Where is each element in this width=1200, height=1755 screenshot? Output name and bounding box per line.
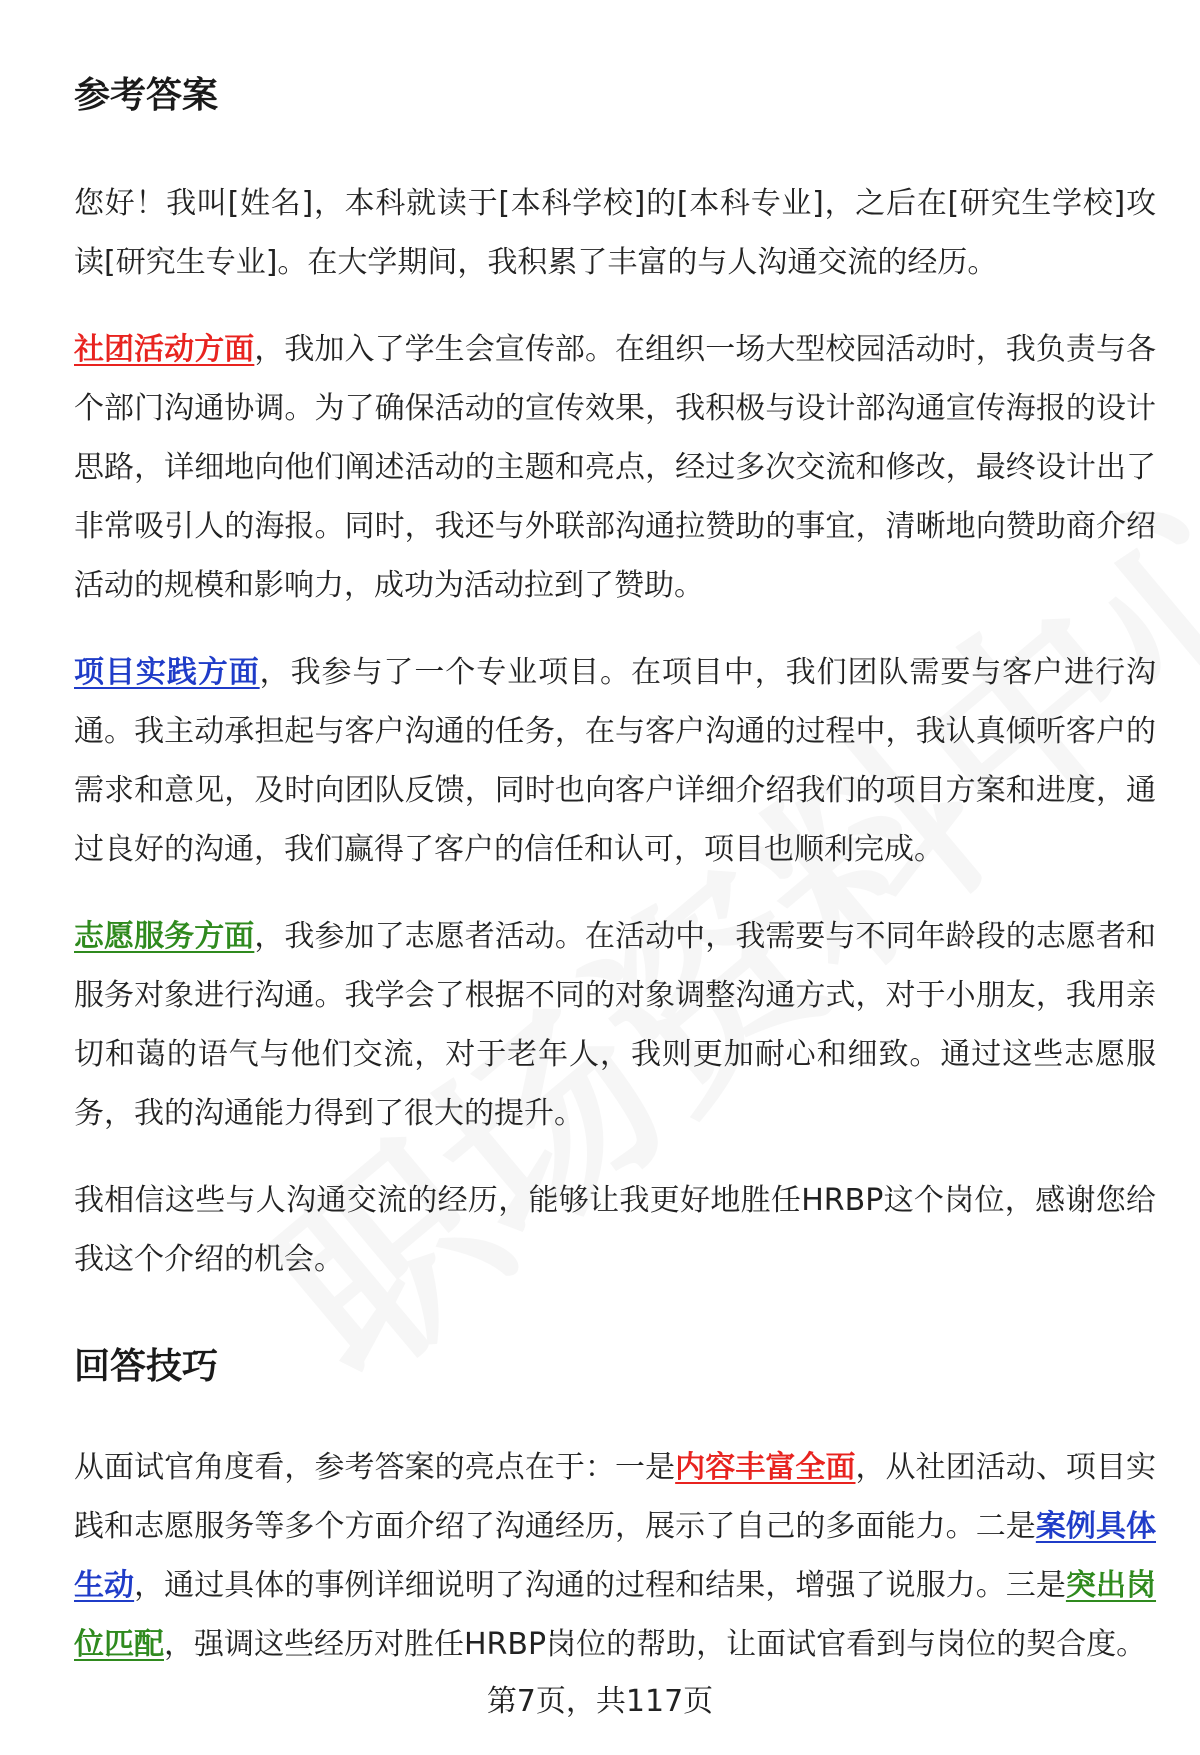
club-highlight: 社团活动方面 bbox=[74, 332, 255, 368]
club-paragraph bbox=[74, 320, 1156, 615]
tips-highlight-3: 突出岗位匹配 bbox=[74, 1568, 1157, 1663]
closing-paragraph: 我相信这些与人沟通交流的经历，能够让我更好地胜任HRBP这个岗位，感谢您给我这个介绍的机会。 bbox=[74, 1183, 1156, 1278]
project-text: ，我参与了一个专业项目。在项目中，我们团队需要与客户进行沟通。我主动承担起与客户沟通的任务，在与客户沟通的过程中，我认真倾听客户的需求和意见，及时向团队反馈，同时也向客户详细介绍我们的项目方案和进度，通过良好的沟通，我们赢得了客户的信任和认可，项目也顺利完成。 bbox=[74, 655, 1157, 868]
club-text: ，我加入了学生会宣传部。在组织一场大型校园活动时，我负责与各个部门沟通协调。为了确保活动的宣传效果，我积极与设计部沟通宣传海报的设计思路，详细地向他们阐述活动的主题和亮点，经过多次交流和修改，最终设计出了非常吸引人的海报。同时，我还与外联部沟通拉赞助的事宜，清晰地向赞助商介绍活动的规模和影响力，成功为活动拉到了赞助。 bbox=[74, 332, 1157, 604]
volunteer-highlight: 志愿服务方面 bbox=[74, 919, 255, 955]
tips-highlight-2: 案例具体生动 bbox=[74, 1509, 1156, 1604]
intro-paragraph: 您好！我叫[姓名]，本科就读于[本科学校]的[本科专业]，之后在[研究生学校]攻读[研究生专业]。在大学期间，我积累了丰富的与人沟通交流的经历。 bbox=[74, 186, 1156, 281]
project-highlight: 项目实践方面 bbox=[74, 655, 260, 691]
tips-paragraph bbox=[74, 1438, 1156, 1674]
tips-text-4: ，强调这些经历对胜任HRBP岗位的帮助，让面试官看到与岗位的契合度。 bbox=[164, 1627, 1147, 1663]
tips-text-2: ，从社团活动、项目实践和志愿服务等多个方面介绍了沟通经历，展示了自己的多面能力。二是 bbox=[74, 1450, 1157, 1545]
section-heading-reference-answer: 参考答案 bbox=[74, 75, 219, 116]
volunteer-text: ，我参加了志愿者活动。在活动中，我需要与不同年龄段的志愿者和服务对象进行沟通。我学会了根据不同的对象调整沟通方式，对于小朋友，我用亲切和蔼的语气与他们交流，对于老年人，我则更加耐心和细致。通过这些志愿服务，我的沟通能力得到了很大的提升。 bbox=[74, 919, 1157, 1132]
page-number-footer: 第7页，共117页 bbox=[486, 1684, 714, 1719]
document-page bbox=[74, 0, 1156, 1674]
project-paragraph bbox=[74, 643, 1156, 879]
volunteer-paragraph bbox=[74, 907, 1156, 1143]
section-heading-answer-tips: 回答技巧 bbox=[74, 1346, 219, 1388]
tips-text-1: 从面试官角度看，参考答案的亮点在于：一是 bbox=[74, 1450, 676, 1486]
tips-highlight-1: 内容丰富全面 bbox=[675, 1450, 856, 1486]
tips-text-3: ，通过具体的事例详细说明了沟通的过程和结果，增强了说服力。三是 bbox=[134, 1568, 1066, 1604]
